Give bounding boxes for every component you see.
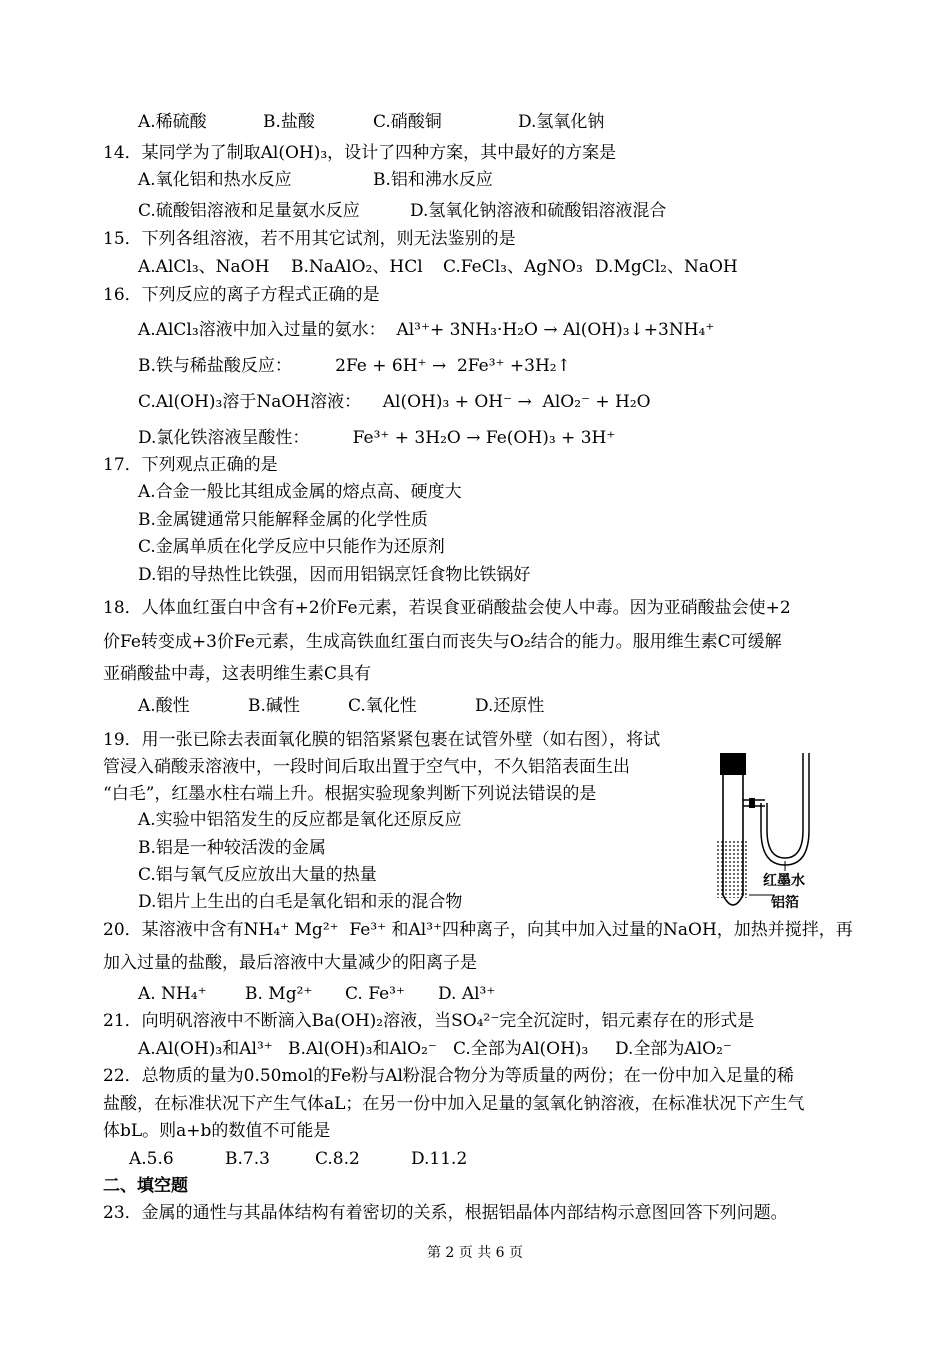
q13-option-d: D.氢氧化钠 (518, 112, 605, 132)
q16-option-b: B.铁与稀盐酸反应： 2Fe + 6H⁺ → 2Fe³⁺ +3H₂↑ (138, 356, 571, 376)
q20-line1: 20．某溶液中含有NH₄⁺ Mg²⁺ Fe³⁺ 和Al³⁺四种离子，向其中加入过量的NaOH，加热并搅拌，再 (103, 920, 853, 940)
u-tube-inner (767, 753, 803, 858)
q18-option-a: A.酸性 (138, 696, 190, 716)
q19-option-c: C.铝与氧气反应放出大量的热量 (138, 865, 377, 885)
q20-option-a: A. NH₄⁺ (138, 984, 207, 1004)
q15-option-a: A.AlCl₃、NaOH (138, 257, 270, 277)
q15-stem: 15．下列各组溶液，若不用其它试剂，则无法鉴别的是 (103, 229, 516, 249)
q18-options (138, 696, 544, 716)
q22-line2: 盐酸，在标准状况下产生气体aL；在另一份中加入足量的氢氧化钠溶液，在标准状况下产生气 (103, 1094, 805, 1114)
q15-option-d: D.MgCl₂、NaOH (595, 257, 738, 277)
q13-option-b: B.盐酸 (263, 112, 315, 132)
q19-line3: “白毛”，红墨水柱右端上升。根据实验现象判断下列说法错误的是 (103, 784, 597, 804)
q20-option-c: C. Fe³⁺ (345, 984, 405, 1004)
q16-option-a: A.AlCl₃溶液中加入过量的氨水： Al³⁺+ 3NH₃·H₂O → Al(OH)₃↓+3NH₄⁺ (138, 320, 715, 340)
q21-option-b: B.Al(OH)₃和AlO₂⁻ (288, 1039, 437, 1059)
q18-line1: 18．人体血红蛋白中含有+2价Fe元素，若误食亚硝酸盐会使人中毒。因为亚硝酸盐会使+2 (103, 598, 791, 618)
section-heading: 二、填空题 (103, 1176, 188, 1196)
q14-option-a: A.氧化铝和热水反应 (138, 170, 292, 190)
q18-line2: 价Fe转变成+3价Fe元素，生成高铁血红蛋白而丧失与O₂结合的能力。服用维生素C可缓解 (103, 632, 782, 652)
q18-option-d: D.还原性 (475, 696, 545, 716)
q19-line1: 19．用一张已除去表面氧化膜的铝箔紧紧包裹在试管外壁（如右图），将试 (103, 730, 661, 750)
q16-option-c: C.Al(OH)₃溶于NaOH溶液： Al(OH)₃ + OH⁻ → AlO₂⁻ + H₂O (138, 392, 651, 412)
q16-option-d: D.氯化铁溶液呈酸性： Fe³⁺ + 3H₂O → Fe(OH)₃ + 3H⁺ (138, 428, 616, 448)
q14-option-b: B.铝和沸水反应 (373, 170, 493, 190)
u-tube-outer (761, 753, 809, 865)
q22-option-b: B.7.3 (225, 1149, 270, 1169)
q19-option-b: B.铝是一种较活泼的金属 (138, 838, 326, 858)
q20-option-b: B. Mg²⁺ (245, 984, 313, 1004)
q14-options-ab (138, 170, 493, 190)
q22-line1: 22．总物质的量为0.50mol的Fe粉与Al粉混合物分为等质量的两份；在一份中加入足量的稀 (103, 1066, 794, 1086)
q18-line3: 亚硝酸盐中毒，这表明维生素C具有 (103, 664, 372, 684)
q13-option-c: C.硝酸铜 (373, 112, 442, 132)
q14-option-c: C.硫酸铝溶液和足量氨水反应 (138, 201, 360, 221)
q17-option-b: B.金属键通常只能解释金属的化学性质 (138, 510, 428, 530)
q17-stem: 17．下列观点正确的是 (103, 455, 278, 475)
q13-options (138, 112, 604, 132)
q21-option-a: A.Al(OH)₃和Al³⁺ (138, 1039, 273, 1059)
q13-option-a: A.稀硫酸 (138, 112, 207, 132)
q15-option-c: C.FeCl₃、AgNO₃ (443, 257, 583, 277)
q21-options (138, 1039, 732, 1059)
q19-option-d: D.铝片上生出的白毛是氧化铝和汞的混合物 (138, 892, 463, 912)
q20-options (138, 984, 495, 1004)
q21-option-d: D.全部为AlO₂⁻ (615, 1039, 732, 1059)
q22-line3: 体bL。则a+b的数值不可能是 (103, 1121, 331, 1141)
q22-options (129, 1149, 467, 1169)
q14-stem: 14．某同学为了制取Al(OH)₃，设计了四种方案，其中最好的方案是 (103, 143, 617, 163)
q20-line2: 加入过量的盐酸，最后溶液中大量减少的阳离子是 (103, 953, 477, 973)
q22-option-d: D.11.2 (411, 1149, 468, 1169)
q22-option-a: A.5.6 (129, 1149, 174, 1169)
q21-stem: 21．向明矾溶液中不断滴入Ba(OH)₂溶液，当SO₄²⁻完全沉淀时，铝元素存在的形式是 (103, 1011, 755, 1031)
connector-clamp (749, 798, 755, 808)
q16-stem: 16．下列反应的离子方程式正确的是 (103, 285, 380, 305)
stopper (720, 753, 746, 775)
q19-option-a: A.实验中铝箔发生的反应都是氧化还原反应 (138, 810, 462, 830)
q22-option-c: C.8.2 (315, 1149, 360, 1169)
q14-option-d: D.氢氧化钠溶液和硫酸铝溶液混合 (410, 201, 667, 221)
q14-options-cd (138, 201, 666, 221)
test-tube-figure (705, 745, 845, 920)
red-ink-label: 红墨水 (763, 873, 805, 889)
q17-option-d: D.铝的导热性比铁强，因而用铝锅烹饪食物比铁锅好 (138, 565, 531, 585)
aluminium-foil-label: 铝箔 (771, 895, 799, 911)
q17-option-c: C.金属单质在化学反应中只能作为还原剂 (138, 537, 445, 557)
q21-option-c: C.全部为Al(OH)₃ (453, 1039, 589, 1059)
page-footer: 第 2 页 共 6 页 (426, 1245, 524, 1261)
q15-option-b: B.NaAlO₂、HCl (291, 257, 423, 277)
q15-options (138, 257, 738, 277)
aluminium-foil (717, 840, 749, 898)
q18-option-b: B.碱性 (248, 696, 300, 716)
q20-option-d: D. Al³⁺ (438, 984, 496, 1004)
q17-option-a: A.合金一般比其组成金属的熔点高、硬度大 (138, 482, 462, 502)
q18-option-c: C.氧化性 (348, 696, 417, 716)
q23-stem: 23．金属的通性与其晶体结构有着密切的关系，根据铝晶体内部结构示意图回答下列问题。 (103, 1203, 788, 1223)
q19-line2: 管浸入硝酸汞溶液中，一段时间后取出置于空气中，不久铝箔表面生出 (103, 757, 630, 777)
